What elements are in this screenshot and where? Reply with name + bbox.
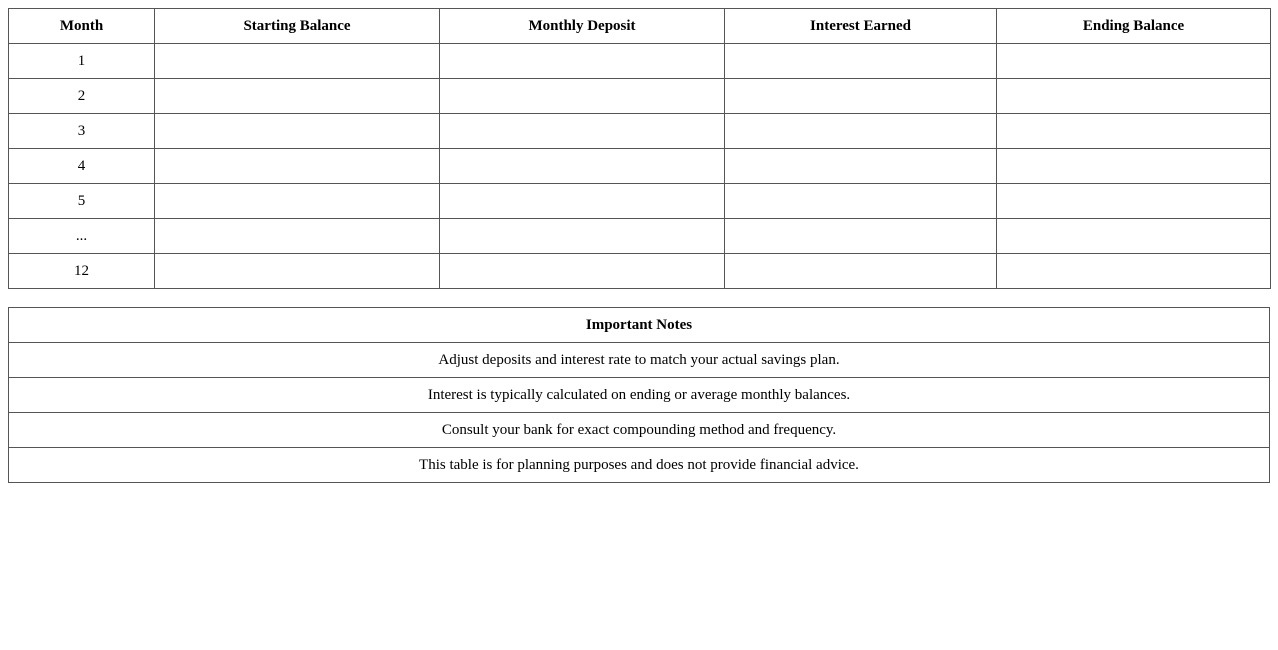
table-row (9, 149, 1271, 184)
ending-balance-cell (997, 44, 1271, 79)
list-item (9, 343, 1270, 378)
starting-balance-cell (155, 114, 440, 149)
monthly-deposit-cell (440, 114, 725, 149)
table-row (9, 219, 1271, 254)
list-item (9, 413, 1270, 448)
interest-earned-cell (725, 44, 997, 79)
table-row (9, 44, 1271, 79)
interest-earned-cell (725, 79, 997, 114)
important-notes-table (8, 307, 1270, 483)
header-starting-balance: Starting Balance (155, 9, 440, 44)
list-item (9, 448, 1270, 483)
month-cell: 3 (9, 114, 155, 149)
starting-balance-cell (155, 79, 440, 114)
table-spacer (8, 289, 1270, 307)
note-text: Adjust deposits and interest rate to match your actual savings plan. (9, 343, 1270, 378)
interest-earned-cell (725, 149, 997, 184)
table-row (9, 254, 1271, 289)
starting-balance-cell (155, 149, 440, 184)
note-text: This table is for planning purposes and does not provide financial advice. (9, 448, 1270, 483)
month-cell: 5 (9, 184, 155, 219)
table-row (9, 114, 1271, 149)
header-monthly-deposit: Monthly Deposit (440, 9, 725, 44)
interest-earned-cell (725, 219, 997, 254)
month-cell: 4 (9, 149, 155, 184)
month-cell: 1 (9, 44, 155, 79)
ending-balance-cell (997, 184, 1271, 219)
header-ending-balance: Ending Balance (997, 9, 1271, 44)
interest-earned-cell (725, 114, 997, 149)
ending-balance-cell (997, 254, 1271, 289)
list-item (9, 378, 1270, 413)
month-cell: 12 (9, 254, 155, 289)
note-text: Consult your bank for exact compounding method and frequency. (9, 413, 1270, 448)
month-cell: ... (9, 219, 155, 254)
monthly-deposit-cell (440, 184, 725, 219)
month-cell: 2 (9, 79, 155, 114)
header-month: Month (9, 9, 155, 44)
notes-title: Important Notes (9, 308, 1270, 343)
starting-balance-cell (155, 254, 440, 289)
header-interest-earned: Interest Earned (725, 9, 997, 44)
monthly-deposit-cell (440, 44, 725, 79)
starting-balance-cell (155, 184, 440, 219)
note-text: Interest is typically calculated on ending or average monthly balances. (9, 378, 1270, 413)
ending-balance-cell (997, 219, 1271, 254)
interest-earned-cell (725, 184, 997, 219)
ending-balance-cell (997, 114, 1271, 149)
monthly-deposit-cell (440, 149, 725, 184)
table-header-row (9, 9, 1271, 44)
ending-balance-cell (997, 79, 1271, 114)
monthly-deposit-cell (440, 254, 725, 289)
document-sheet (8, 8, 1270, 483)
interest-earned-cell (725, 254, 997, 289)
table-row (9, 184, 1271, 219)
monthly-deposit-cell (440, 79, 725, 114)
starting-balance-cell (155, 44, 440, 79)
notes-header-row (9, 308, 1270, 343)
savings-schedule-table (8, 8, 1271, 289)
monthly-deposit-cell (440, 219, 725, 254)
ending-balance-cell (997, 149, 1271, 184)
table-row (9, 79, 1271, 114)
starting-balance-cell (155, 219, 440, 254)
